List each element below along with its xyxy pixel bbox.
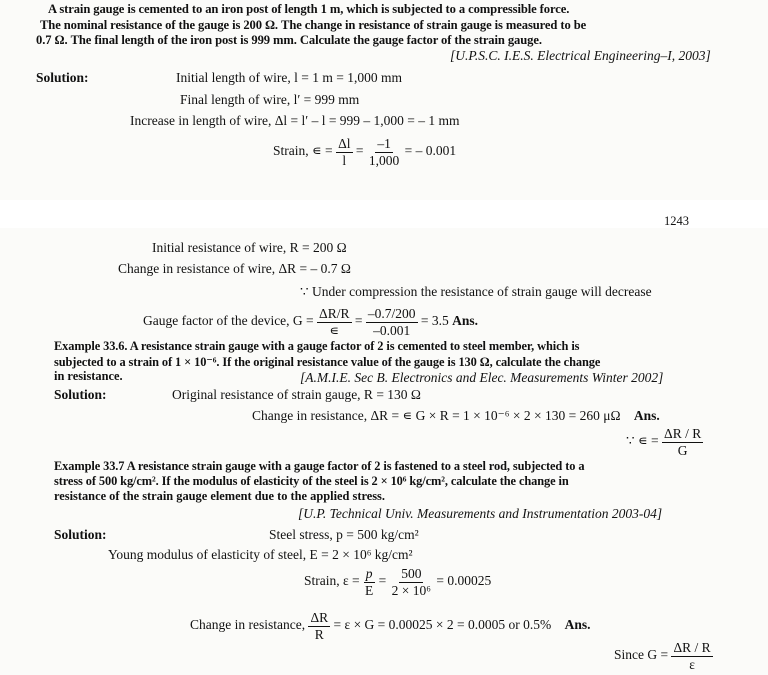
final-length-line: Final length of wire, l′ = 999 mm <box>180 92 360 107</box>
gauge-factor-equation <box>143 306 478 338</box>
example-33-7-solution-label: Solution: <box>54 527 107 542</box>
original-resistance-line: Original resistance of strain gauge, R = 130 Ω <box>172 387 421 402</box>
problem-text-line-2: The nominal resistance of the gauge is 200 Ω. The change in resistance of strain gauge is measured to be <box>40 18 587 32</box>
gf-result: = 3.5 <box>420 313 449 329</box>
gf-fraction-2: $\frac{-0.7/200}{-0.001}$ <box>367 306 416 338</box>
gf-ans: Ans. <box>452 313 479 329</box>
young-modulus-line: Young modulus of elasticity of steel, E = 2 × 10⁶ kg/cm² <box>108 547 413 562</box>
strain-fraction-1: $\frac{\Delta l}{l}$ <box>338 136 351 168</box>
strain-eq: = <box>355 143 364 159</box>
strain-fraction-2: $\frac{-1}{1,000}$ <box>368 136 400 168</box>
ex337-since-equation: Since G = $\frac{\Delta R / R}{\varepsilon}$ <box>614 640 711 672</box>
strain-lhs: Strain, ∊ = <box>273 143 333 159</box>
compression-note: ∵ Under compression the resistance of strain gauge will decrease <box>300 284 652 299</box>
strain-result: = – 0.001 <box>404 143 457 159</box>
example-33-6-line-2: subjected to a strain of 1 × 10⁻⁶. If the original resistance value of the gauge is 130 Ω, calculate the change <box>54 355 601 369</box>
example-33-7-line-1: Example 33.7 A resistance strain gauge with a gauge factor of 2 is fastened to a steel rod, subjected to a <box>54 459 585 473</box>
increase-length-line: Increase in length of wire, Δl = l′ – l = 999 – 1,000 = – 1 mm <box>130 113 460 128</box>
change-in-resistance-line: Change in resistance, ΔR = ∊ G × R = 1 × 10⁻⁶ × 2 × 130 = 260 μΩ Ans. <box>252 408 660 423</box>
example-33-6-line-1: Example 33.6. A resistance strain gauge with a gauge factor of 2 is cemented to steel member, which is <box>54 339 580 353</box>
gf-fraction-1: $\frac{\Delta R/R}{∊}$ <box>319 306 350 338</box>
example-33-7-source: [U.P. Technical Univ. Measurements and Instrumentation 2003-04] <box>298 506 663 521</box>
page-number: 1243 <box>664 214 689 228</box>
example-33-7-line-3: resistance of the strain gauge element due to the applied stress. <box>54 489 385 503</box>
example-33-6-solution-label: Solution: <box>54 387 107 402</box>
page-gap <box>0 200 768 228</box>
change-resistance-line: Change in resistance of wire, ΔR = – 0.7 Ω <box>118 261 351 276</box>
initial-resistance-line: Initial resistance of wire, R = 200 Ω <box>152 240 347 255</box>
problem-source: [U.P.S.C. I.E.S. Electrical Engineering–I, 2003] <box>450 48 711 63</box>
since-epsilon-equation: ∵ ∊ = $\frac{\Delta R / R}{G}$ <box>626 426 702 458</box>
example-33-6-source: [A.M.I.E. Sec B. Electronics and Elec. Measurements Winter 2002] <box>300 370 664 385</box>
initial-length-line: Initial length of wire, l = 1 m = 1,000 mm <box>176 70 402 85</box>
ex337-strain-equation: Strain, ε = $\frac{p}{E}$ = $\frac{500}{\text{2 × 10⁶}}$ = 0.00025 <box>304 566 492 598</box>
steel-stress-line: Steel stress, p = 500 kg/cm² <box>269 527 419 542</box>
example-33-6-line-3: in resistance. <box>54 369 123 383</box>
ex336-ans: Ans. <box>633 408 660 423</box>
problem-text-line-1: A strain gauge is cemented to an iron post of length 1 m, which is subjected to a compressible force. <box>48 2 570 16</box>
problem-text-line-3: 0.7 Ω. The final length of the iron post is 999 mm. Calculate the gauge factor of the strain gauge. <box>36 33 542 47</box>
solution-label: Solution: <box>36 70 89 85</box>
gf-lhs: Gauge factor of the device, G = <box>143 313 314 329</box>
ex337-ans: Ans. <box>564 617 591 633</box>
gf-eq: = <box>354 313 363 329</box>
ex337-change-equation: Change in resistance, $\frac{\Delta R}{R}$ = ε × G = 0.00025 × 2 = 0.0005 or 0.5% Ans. <box>190 610 591 642</box>
strain-equation <box>273 136 456 168</box>
example-33-7-line-2: stress of 500 kg/cm². If the modulus of elasticity of the steel is 2 × 10⁶ kg/cm², calculate the change in <box>54 474 569 488</box>
